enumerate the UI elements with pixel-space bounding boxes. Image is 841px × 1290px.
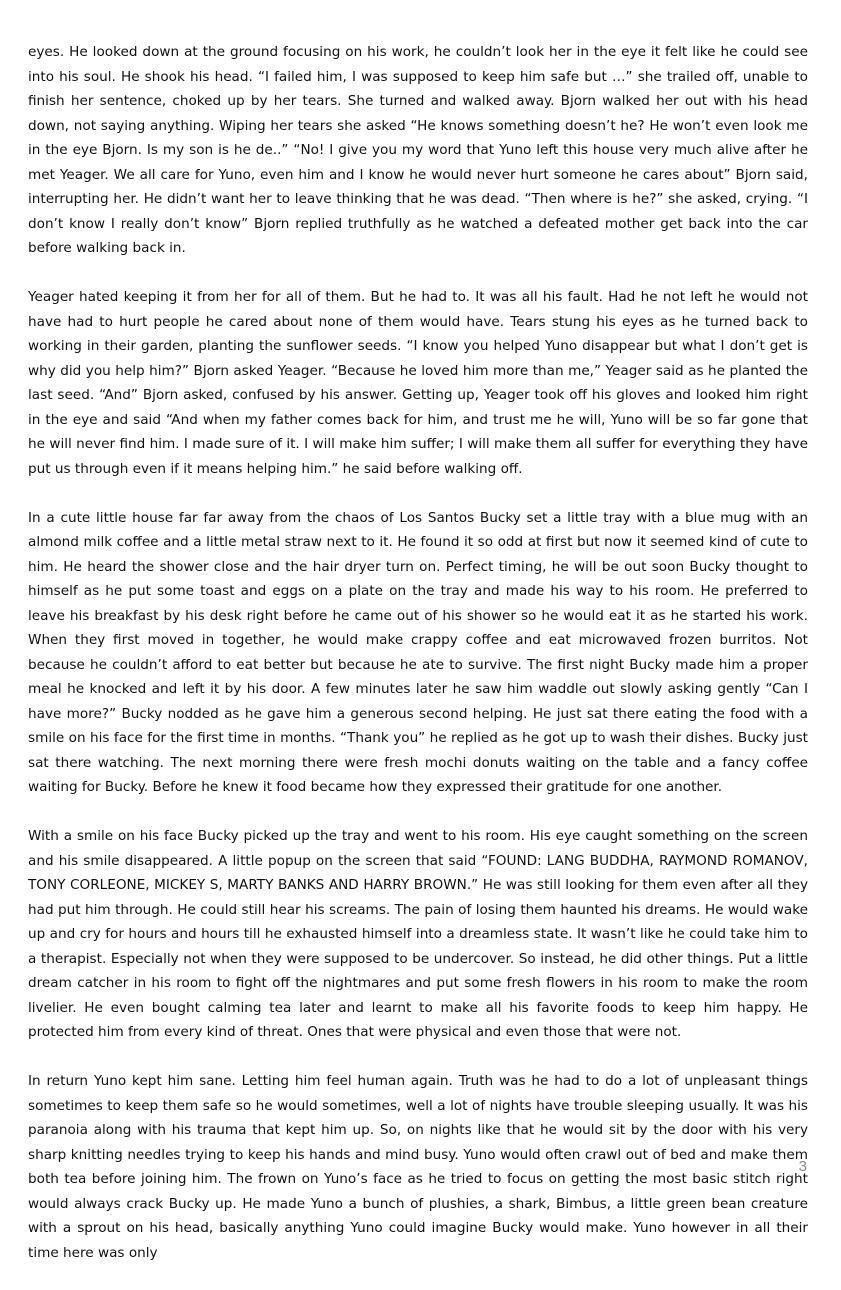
paragraph-2: Yeager hated keeping it from her for all of them. But he had to. It was all his fault. Had he not left he would not have had to hurt people he cared about none of them would have. Tears stung his eyes as he turned back to working in their garden, planting the sunflower seeds. “I know you helped Yuno disappear but what I don’t get is why did you help him?” Bjorn asked Yeager. “Because he loved him more than me,” Yeager said as he planted the last seed. “And” Bjorn asked, confused by his answer. Getting up, Yeager took off his gloves and looked him right in the eye and said “And when my father comes back for him, and trust me he will, Yuno will be so far gone that he will never find him. I made sure of it. I will make him suffer; I will make them all suffer for everything they have put us through even if it means helping him.” he said before walking off. (28, 289, 808, 477)
paragraph-4: With a smile on his face Bucky picked up the tray and went to his room. His eye caught something on the screen and his smile disappeared. A little popup on the screen that said “FOUND: LANG BUDDHA, RAYMOND ROMANOV, TONY CORLEONE, MICKEY S, MARTY BANKS AND HARRY BROWN.” He was still looking for them even after all they had put him through. He could still hear his screams. The pain of losing them haunted his dreams. He would wake up and cry for hours and hours till he exhausted himself into a dreamless state. It wasn’t like he could take him to a therapist. Especially not when they were supposed to be undercover. So instead, he did other things. Put a little dream catcher in his room to fight off the nightmares and put some fresh flowers in his room to make the room livelier. He even bought calming tea later and learnt to make all his favorite foods to keep him happy. He protected him from every kind of threat. Ones that were physical and even those that were not. (28, 828, 808, 1040)
paragraph-3: In a cute little house far far away from the chaos of Los Santos Bucky set a little tray with a blue mug with an almond milk coffee and a little metal straw next to it. He found it so odd at first but now it seemed kind of cute to him. He heard the shower close and the hair dryer turn on. Perfect timing, he will be out soon Bucky thought to himself as he put some toast and eggs on a plate on the tray and made his way to his room. He preferred to leave his breakfast by his desk right before he came out of his shower so he would eat it as he started his work. When they first moved in together, he would make crappy coffee and eat microwaved frozen burritos. Not because he couldn’t afford to eat better but because he ate to survive. The first night Bucky made him a proper meal he knocked and left it by his door. A few minutes later he saw him waddle out slowly asking gently “Can I have more?” Bucky nodded as he gave him a generous second helping. He just sat there eating the food with a smile on his face for the first time in months. “Thank you” he replied as he got up to wash their dishes. Bucky just sat there watching. The next morning there were fresh mochi donuts waiting on the table and a fancy coffee waiting for Bucky. Before he knew it food became how they expressed their gratitude for one another. (28, 509, 808, 795)
paragraph-5: In return Yuno kept him sane. Letting him feel human again. Truth was he had to do a lot of unpleasant things sometimes to keep them safe so he would sometimes, well a lot of nights have trouble sleeping usually. It was his paranoia along with his trauma that kept him up. So, on nights like that he would sit by the door with his very sharp knitting needles trying to keep his hands and mind busy. Yuno would often crawl out of bed and make them both tea before joining him. The frown on Yuno’s face as he tried to focus on getting the most basic stitch right would always crack Bucky up. He made Yuno a bunch of plushies, a shark, Bimbus, a little green bean creature with a sprout on his head, basically anything Yuno could imagine Bucky would make. Yuno however in all their time here was only (28, 1073, 808, 1261)
body-text (28, 40, 808, 1290)
paragraph-1: eyes. He looked down at the ground focusing on his work, he couldn’t look her in the eye it felt like he could see into his soul. He shook his head. “I failed him, I was supposed to keep him safe but …” she trailed off, unable to finish her sentence, choked up by her tears. She turned and walked away. Bjorn walked her out with his head down, not saying anything. Wiping her tears she asked “He knows something doesn’t he? He won’t even look me in the eye Bjorn. Is my son is he de..” “No! I give you my word that Yuno left this house very much alive after he met Yeager. We all care for Yuno, even him and I know he would never hurt someone he cares about” Bjorn said, interrupting her. He didn’t want her to leave thinking that he was dead. “Then where is he?” she asked, crying. “I don’t know I really don’t know” Bjorn replied truthfully as he watched a defeated mother get back into the car before walking back in. (28, 44, 808, 256)
page-number: 3 (798, 1158, 807, 1175)
